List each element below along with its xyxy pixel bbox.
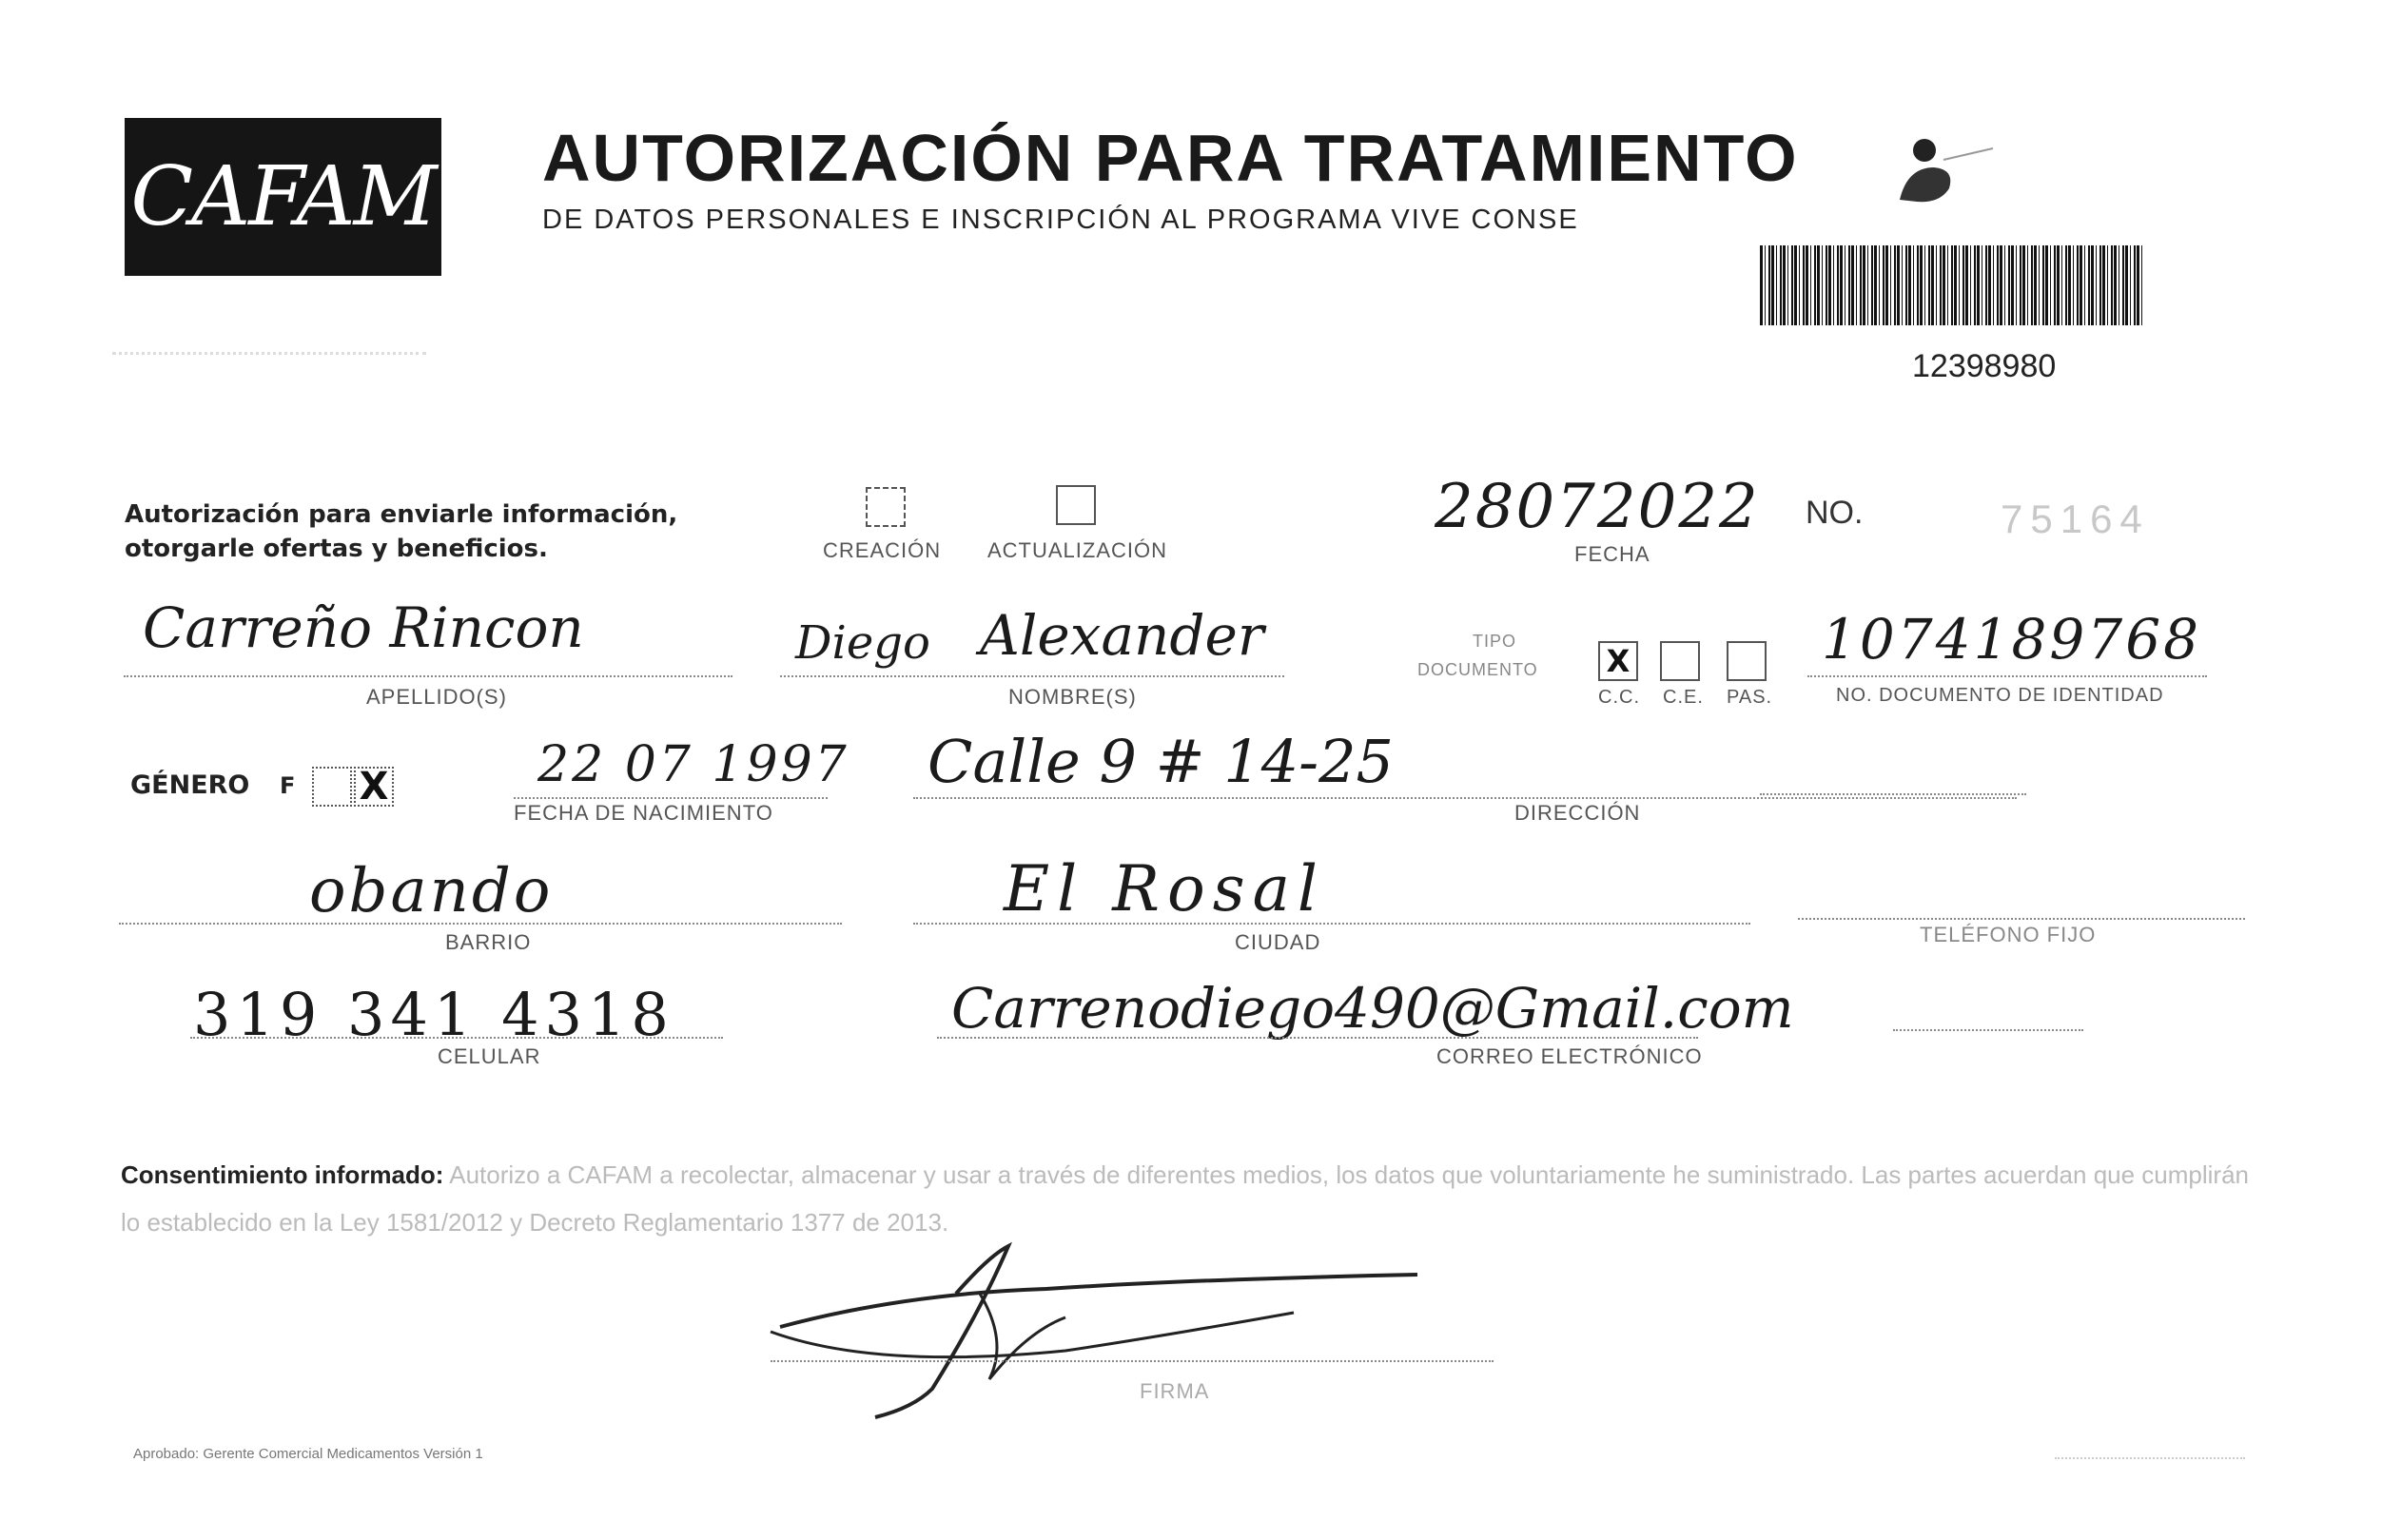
apellidos-label: APELLIDO(S) — [366, 685, 507, 709]
correo-extra-underline — [1893, 1029, 2083, 1031]
scan-artifact-text — [112, 314, 426, 355]
signature-underline — [771, 1360, 1494, 1362]
telefono-underline — [1798, 918, 2245, 920]
creacion-checkbox[interactable] — [866, 487, 906, 527]
celular-label: CELULAR — [438, 1044, 541, 1068]
nombres-underline — [780, 675, 1284, 677]
signature-drawing — [761, 1237, 1446, 1427]
ciudad-underline — [913, 923, 1750, 925]
brand-mascot-icon — [1888, 133, 2002, 209]
correo-label: CORREO ELECTRÓNICO — [1436, 1044, 1703, 1068]
doc-ce-checkbox[interactable] — [1660, 641, 1700, 681]
barrio-value[interactable]: obando — [309, 856, 554, 926]
genero-f-checkbox[interactable] — [312, 767, 352, 807]
consent-paragraph — [121, 1151, 2252, 1246]
telefono-label: TELÉFONO FIJO — [1920, 923, 2097, 946]
consent-heading: Consentimiento informado: — [121, 1160, 444, 1189]
direccion-underline — [913, 797, 2017, 799]
correo-underline — [937, 1037, 1698, 1039]
creacion-label: CREACIÓN — [823, 538, 942, 562]
direccion-label: DIRECCIÓN — [1514, 801, 1641, 825]
tipo-doc-label-2: DOCUMENTO — [1417, 660, 1538, 679]
footer-right-mark — [2055, 1450, 2245, 1459]
direccion-extra-underline — [1760, 793, 2026, 795]
tipo-doc-label-1: TIPO — [1473, 632, 1517, 651]
nombres-label: NOMBRE(S) — [1008, 685, 1137, 709]
apellidos-underline — [124, 675, 732, 677]
doc-number-label: NO. DOCUMENTO DE IDENTIDAD — [1836, 685, 2164, 706]
doc-ce-label: C.E. — [1663, 687, 1704, 708]
consent-text: Autorizo a CAFAM a recolectar, almacenar y usar a través de diferentes medios, los datos que voluntariamente he suministrado. Las partes acuerdan que cumplirán lo establecido en la Ley 1581/2012 y Decreto Reglamentario 1377 de 2013. — [121, 1160, 2250, 1237]
nacimiento-value[interactable]: 22 07 1997 — [537, 736, 849, 793]
genero-m-checkbox[interactable] — [354, 767, 394, 807]
no-value: 75164 — [2001, 497, 2150, 541]
logo-text: CAFAM — [130, 149, 436, 244]
nacimiento-label: FECHA DE NACIMIENTO — [514, 801, 773, 825]
cafam-logo — [125, 118, 441, 276]
barrio-underline — [119, 923, 842, 925]
document-title: AUTORIZACIÓN PARA TRATAMIENTO — [542, 121, 1799, 195]
barrio-label: BARRIO — [445, 930, 532, 954]
doc-pas-label: PAS. — [1727, 687, 1773, 708]
genero-mark: X — [359, 765, 389, 809]
correo-value[interactable]: Carrenodiego490@Gmail.com — [951, 976, 1794, 1041]
no-label: NO. — [1806, 495, 1864, 531]
doc-number-value[interactable]: 1074189768 — [1822, 607, 2202, 672]
doc-cc-label: C.C. — [1598, 687, 1640, 708]
ciudad-value[interactable]: El Rosal — [1004, 852, 1326, 926]
fecha-label: FECHA — [1574, 542, 1650, 566]
ciudad-label: CIUDAD — [1235, 930, 1321, 954]
doc-cc-checkbox[interactable] — [1598, 641, 1638, 681]
signature-label: FIRMA — [1140, 1379, 1210, 1403]
doc-pas-checkbox[interactable] — [1727, 641, 1767, 681]
doc-number-underline — [1807, 675, 2207, 677]
fecha-value[interactable]: 28072022 — [1435, 472, 1760, 542]
barcode — [1760, 245, 2144, 325]
genero-f-label: F — [280, 772, 296, 799]
intro-line-2: otorgarle ofertas y beneficios. — [125, 535, 548, 563]
actualizacion-label: ACTUALIZACIÓN — [987, 538, 1168, 562]
direccion-value[interactable]: Calle 9 # 14-25 — [928, 727, 1395, 796]
doc-cc-mark: X — [1606, 643, 1631, 679]
document-subtitle: DE DATOS PERSONALES E INSCRIPCIÓN AL PROGRAMA VIVE CONSE — [542, 205, 1579, 235]
genero-label: GÉNERO — [130, 770, 250, 800]
celular-underline — [190, 1037, 723, 1039]
nombres-value-second[interactable]: Alexander — [980, 603, 1264, 668]
actualizacion-checkbox[interactable] — [1056, 485, 1096, 525]
footer-approval: Aprobado: Gerente Comercial Medicamentos Versión 1 — [133, 1446, 483, 1462]
barcode-number: 12398980 — [1912, 348, 2057, 384]
nombres-value-first[interactable]: Diego — [795, 616, 930, 670]
nacimiento-underline — [514, 797, 828, 799]
celular-value[interactable]: 319 341 4318 — [193, 980, 674, 1049]
intro-line-1: Autorización para enviarle información, — [125, 500, 678, 529]
apellidos-value[interactable]: Carreño Rincon — [143, 595, 584, 660]
